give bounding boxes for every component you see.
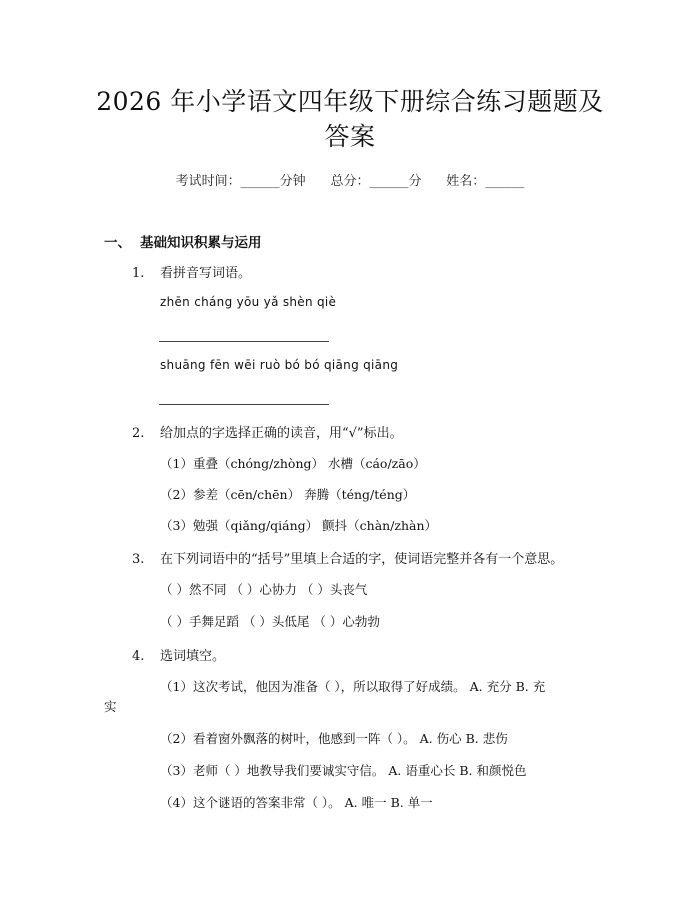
question-number: 1. (132, 266, 145, 281)
question-4 (132, 645, 225, 664)
pinyin-line-1: zhēn cháng yōu yǎ shèn qiè (160, 295, 337, 309)
question-text: 选词填空。 (160, 649, 226, 664)
section-title: 基础知识积累与运用 (140, 235, 262, 251)
question-2-item-2: （2）参差（cēn/chēn） 奔腾（téng/téng） (160, 487, 416, 502)
exam-info (0, 170, 700, 189)
question-number: 3. (132, 552, 145, 567)
question-3-item-1: （ ）然不同 （ ）心协力 （ ）头丧气 (160, 582, 368, 597)
question-3-item-2: （ ）手舞足蹈 （ ）头低尾 （ ）心勃勃 (160, 614, 380, 629)
question-2 (132, 422, 403, 441)
section-heading (104, 231, 262, 251)
document-title-line-2: 答案 (324, 122, 376, 151)
pinyin-line-2: shuāng fēn wēi ruò bó bó qiāng qiāng (160, 358, 399, 372)
answer-line-1 (159, 341, 329, 342)
question-text: 看拼音写词语。 (160, 266, 252, 281)
question-4-item-1-wrap: 实 (104, 699, 117, 714)
question-3 (132, 548, 563, 567)
question-4-item-4: （4）这个谜语的答案非常（ ）。 A. 唯一 B. 单一 (160, 795, 433, 810)
question-text: 在下列词语中的“括号”里填上合适的字，使词语完整并各有一个意思。 (160, 552, 564, 567)
document-title-line-1: 2026 年小学语文四年级下册综合练习题题及 (96, 87, 604, 116)
question-4-item-3: （3）老师（ ）地教导我们要诚实守信。 A. 语重心长 B. 和颜悦色 (160, 763, 527, 778)
exam-time: 考试时间：______分钟 (175, 174, 306, 189)
question-4-item-2: （2）看着窗外飘落的树叶，他感到一阵（ ）。 A. 伤心 B. 悲伤 (160, 731, 508, 746)
question-1 (132, 262, 251, 281)
section-number: 一、 (104, 235, 131, 251)
answer-line-2 (159, 404, 329, 405)
question-number: 4. (132, 649, 145, 664)
exam-student-name: 姓名：______ (446, 174, 525, 189)
question-number: 2. (132, 426, 145, 441)
question-4-item-1: （1）这次考试，他因为准备（ ），所以取得了好成绩。 A. 充分 B. 充 (160, 679, 546, 694)
exam-total-score: 总分：______分 (330, 174, 422, 189)
question-text: 给加点的字选择正确的读音，用“√”标出。 (160, 426, 403, 441)
question-2-item-1: （1）重叠（chóng/zhòng） 水槽（cáo/zāo） (160, 456, 426, 471)
question-2-item-3: （3）勉强（qiǎng/qiáng） 颤抖（chàn/zhàn） (160, 518, 438, 533)
